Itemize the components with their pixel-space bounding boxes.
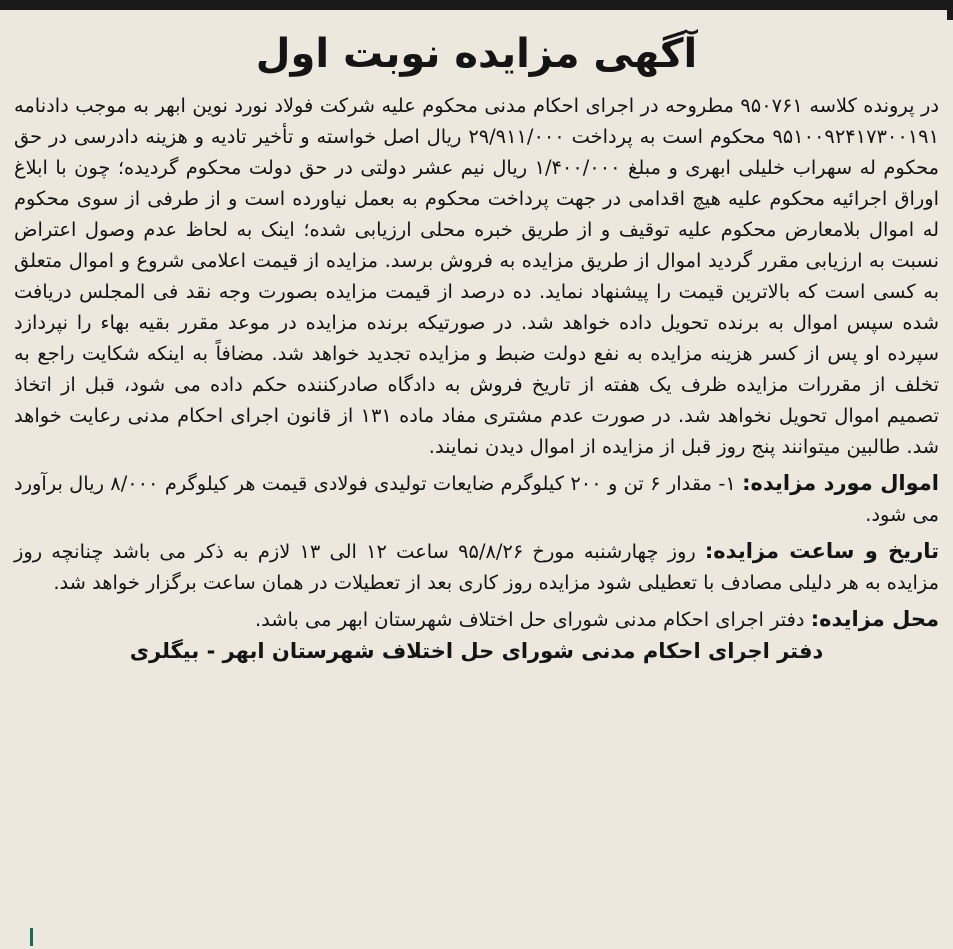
auction-datetime-label: تاریخ و ساعت مزایده: <box>704 539 939 563</box>
top-border-rule <box>0 0 953 10</box>
top-border-corner <box>947 0 953 20</box>
auction-location-section <box>14 604 939 635</box>
auction-location-text: دفتر اجرای احکام مدنی شورای حل اختلاف شهرستان ابهر می باشد. <box>254 608 811 631</box>
auction-datetime-text: روز چهارشنبه مورخ ۹۵/۸/۲۶ ساعت ۱۲ الی ۱۳ لازم به ذکر می باشد چنانچه روز مزایده به هر دلیلی مصادف با تعطیلی شود مزایده روز کاری بعد از تعطیلات در همان ساعت برگزار خواهد شد. <box>14 540 939 594</box>
auction-property-text: ۱- مقدار ۶ تن و ۲۰۰ کیلوگرم ضایعات تولیدی فولادی قیمت هر کیلوگرم ۸/۰۰۰ ریال برآورد می شود. <box>14 472 939 526</box>
auction-location-label: محل مزایده: <box>810 607 939 631</box>
auction-property-section <box>14 468 939 530</box>
notice-intro-paragraph: در پرونده کلاسه ۹۵۰۷۶۱ مطروحه در اجرای احکام مدنی محکوم علیه شرکت فولاد نورد نوین ابهر به موجب دادنامه ۹۵۱۰۰۹۲۴۱۷۳۰۰۱۹۱ محکوم است به پرداخت ۲۹/۹۱۱/۰۰۰ ریال اصل خواسته و تأخیر تادیه و هزینه دادرسی در حق محکوم له سهراب خلیلی ابهری و مبلغ ۱/۴۰۰/۰۰۰ ریال نیم عشر دولتی در حق دولت محکوم گردیده؛ چون با ابلاغ اوراق اجرائیه محکوم علیه هیچ اقدامی در جهت پرداخت محکوم به بعمل نیاورده است و از طرفی از سوی محکوم له اموال بلامعارض محکوم علیه توقیف و از طریق خبره محلی ارزیابی شده؛ اینک به لحاظ عدم وصول اعتراض نسبت به ارزیابی مقرر گردید اموال از طریق مزایده به فروش برسد. مزایده از قیمت اعلامی شروع و اموال متعلق به کسی است که بالاترین قیمت را پیشنهاد نماید. ده درصد از قیمت مزایده بصورت وجه نقد فی المجلس دریافت شده سپس اموال به برنده تحویل داده خواهد شد. در صورتیکه برنده مزایده در موعد مقرر بقیه بهاء را نپردازد سپرده او پس از کسر هزینه مزایده به نفع دولت ضبط و مزایده تجدید خواهد شد. مضافاً به اینکه شکایت راجع به تخلف از مقررات مزایده ظرف یک هفته از تاریخ فروش به دادگاه صادرکننده حکم داده می شود، قبل از اتخاذ تصمیم اموال تحویل نخواهد شد. در صورت عدم مشتری مفاد ماده ۱۳۱ از قانون اجرای احکام مدنی رعایت خواهد شد. طالبین میتوانند پنج روز قبل از مزایده از اموال دیدن نمایند. <box>14 94 939 458</box>
auction-notice <box>14 28 939 943</box>
auction-datetime-section <box>14 536 939 598</box>
auction-property-label: اموال مورد مزایده: <box>742 471 939 495</box>
notice-title: آگهی مزایده نوبت اول <box>255 31 698 77</box>
notice-signature: دفتر اجرای احکام مدنی شورای حل اختلاف شهرستان ابهر - بیگلری <box>129 639 824 663</box>
page-edge-mark <box>30 928 33 946</box>
